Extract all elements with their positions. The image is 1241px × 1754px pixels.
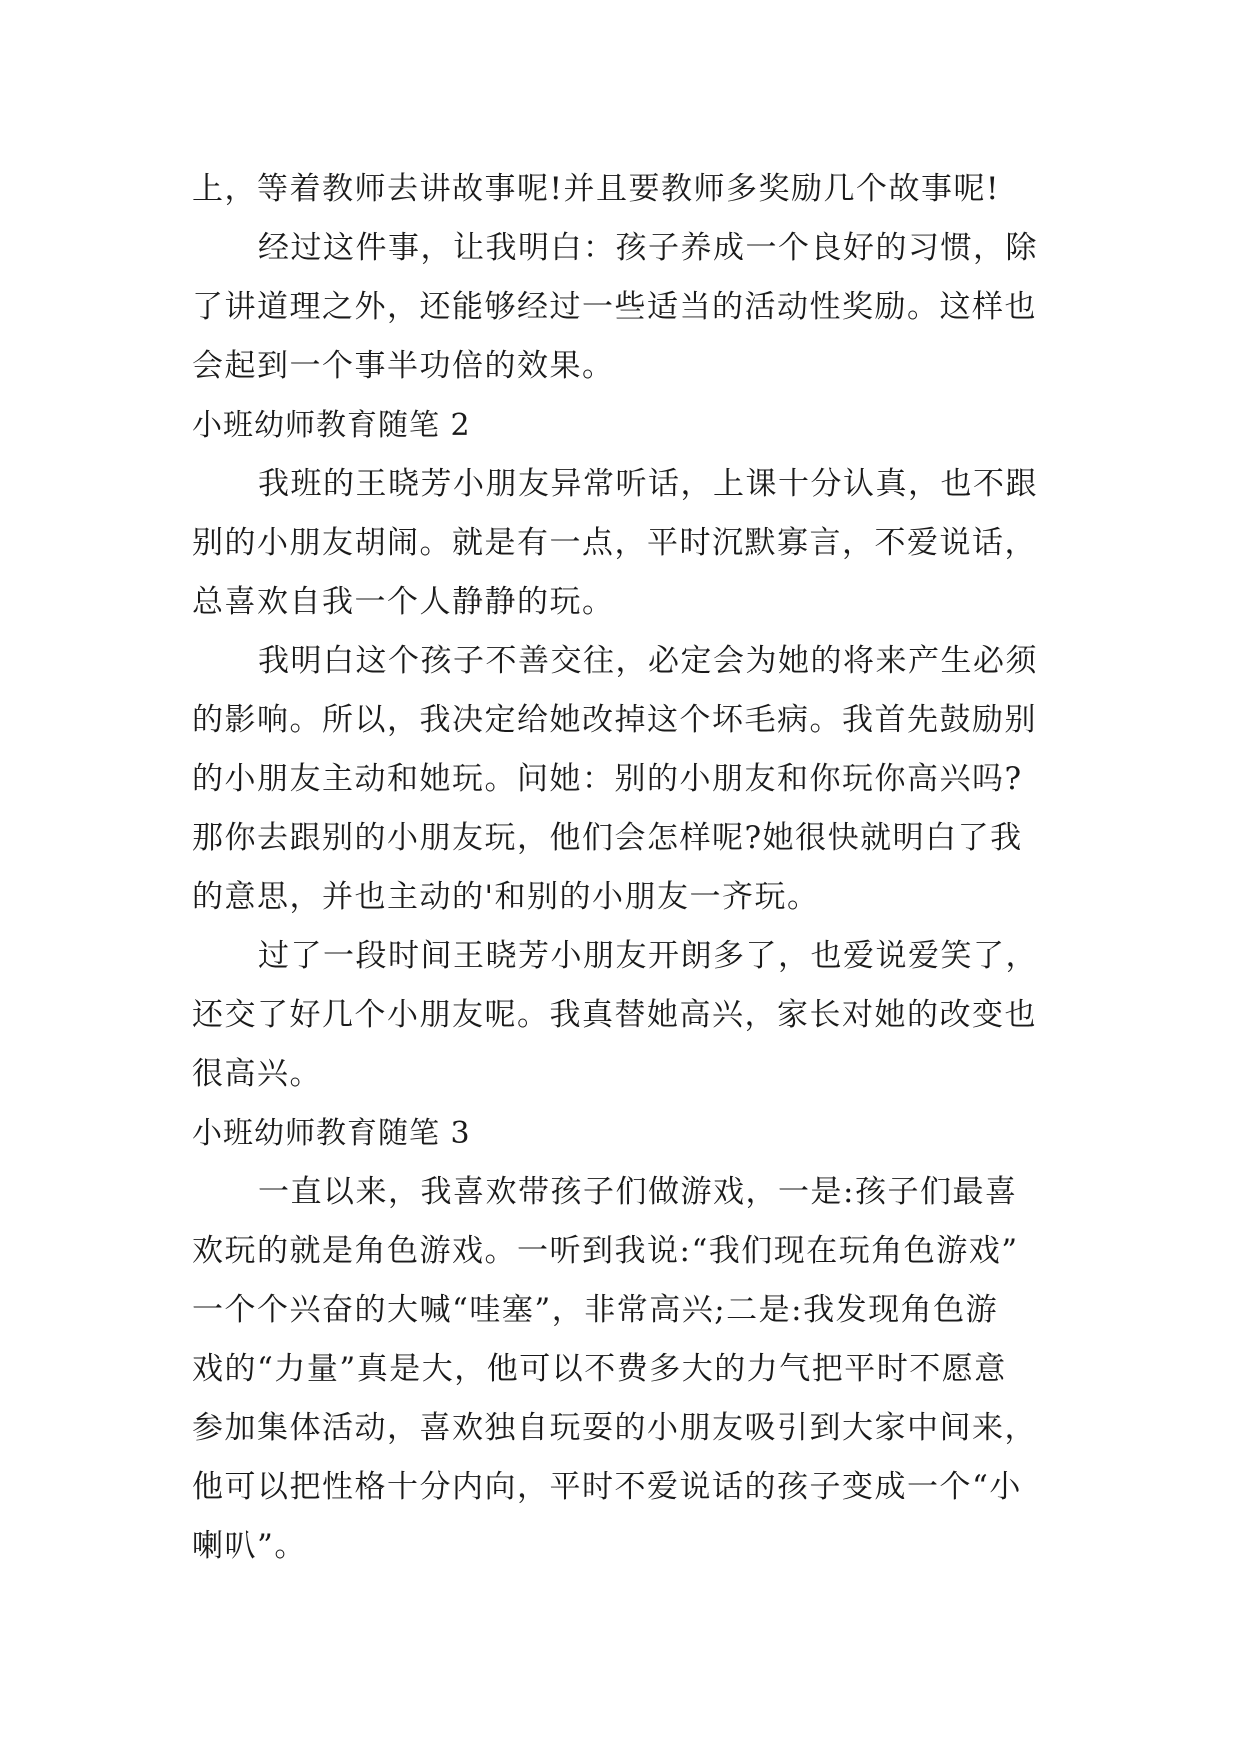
paragraph-line: 欢玩的就是角色游戏。一听到我说:“我们现在玩角色游戏” [192,1233,1019,1269]
paragraph-line: 参加集体活动，喜欢独自玩耍的小朋友吸引到大家中间来， [192,1410,1037,1446]
paragraph-line: 他可以把性格十分内向，平时不爱说话的孩子变成一个“小 [192,1469,1022,1505]
paragraph-line: 别的小朋友胡闹。就是有一点，平时沉默寡言，不爱说话， [192,525,1037,561]
paragraph-line: 一个个兴奋的大喊“哇塞”，非常高兴;二是:我发现角色游 [192,1292,999,1328]
section-heading: 小班幼师教育随笔 2 [192,408,471,443]
paragraph-line: 喇叭”。 [192,1528,307,1564]
paragraph-line: 很高兴。 [192,1056,322,1092]
document-body [192,160,1052,1576]
paragraph-line: 的小朋友主动和她玩。问她：别的小朋友和你玩你高兴吗? [192,761,1023,797]
paragraph-line: 一直以来，我喜欢带孩子们做游戏，一是:孩子们最喜 [258,1174,1018,1210]
paragraph-line: 了讲道理之外，还能够经过一些适当的活动性奖励。这样也 [192,289,1037,325]
paragraph [192,632,1052,927]
paragraph-line: 的影响。所以，我决定给她改掉这个坏毛病。我首先鼓励别 [192,702,1037,738]
paragraph-line: 我班的王晓芳小朋友异常听话，上课十分认真，也不跟 [258,466,1038,502]
paragraph-line: 那你去跟别的小朋友玩，他们会怎样呢?她很快就明白了我 [192,820,1023,856]
paragraph-line: 经过这件事，让我明白：孩子养成一个良好的习惯，除 [258,230,1038,266]
paragraph-line: 总喜欢自我一个人静静的玩。 [192,584,615,620]
paragraph-line: 上，等着教师去讲故事呢!并且要教师多奖励几个故事呢! [192,171,1000,207]
section-heading: 小班幼师教育随笔 3 [192,1116,471,1151]
paragraph-line: 过了一段时间王晓芳小朋友开朗多了，也爱说爱笑了， [258,938,1038,974]
paragraph [192,160,1052,219]
paragraph-line: 我明白这个孩子不善交往，必定会为她的将来产生必须 [258,643,1038,679]
paragraph-line: 戏的“力量”真是大，他可以不费多大的力气把平时不愿意 [192,1351,1007,1387]
paragraph-line: 还交了好几个小朋友呢。我真替她高兴，家长对她的改变也 [192,997,1037,1033]
paragraph [192,927,1052,1104]
paragraph [192,455,1052,632]
paragraph [192,1163,1052,1576]
paragraph-line: 的意思，并也主动的'和别的小朋友一齐玩。 [192,879,820,915]
paragraph-line: 会起到一个事半功倍的效果。 [192,348,615,384]
paragraph [192,219,1052,396]
